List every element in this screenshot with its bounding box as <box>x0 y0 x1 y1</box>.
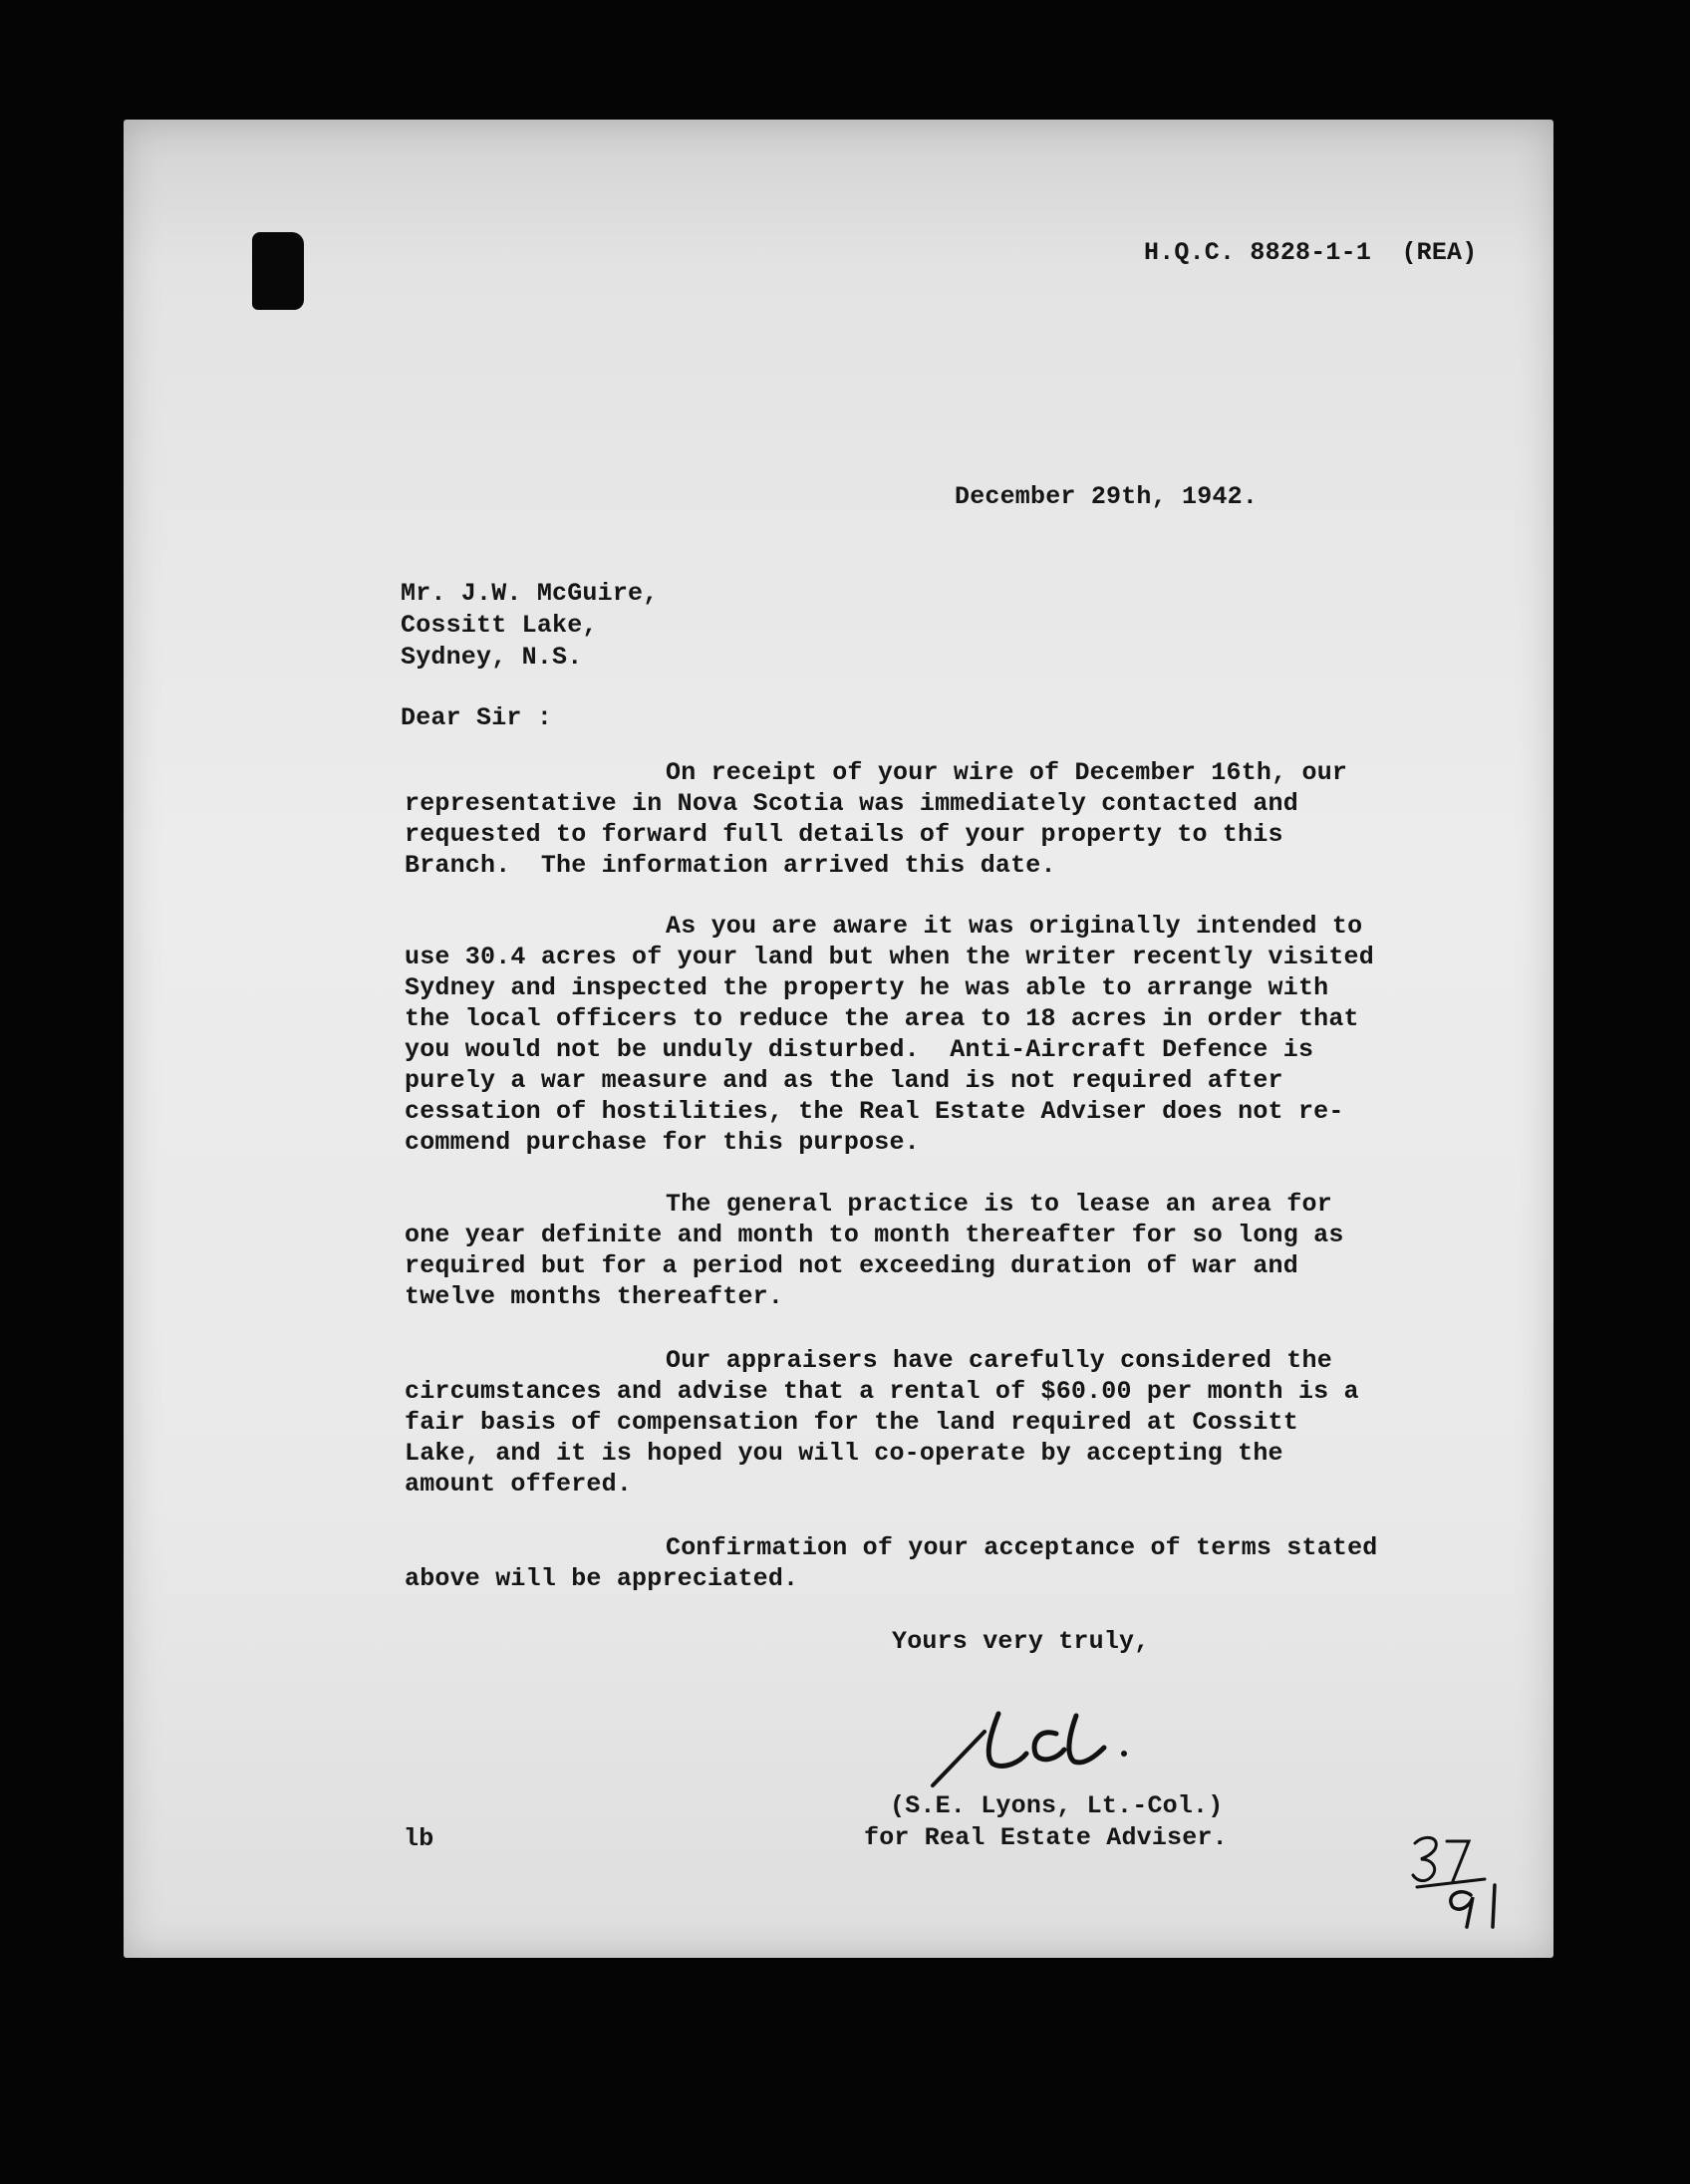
punch-hole-mark <box>252 232 304 310</box>
paragraph-line: representative in Nova Scotia was immediately contacted and <box>405 789 1298 818</box>
signatory-title: for Real Estate Adviser. <box>864 1823 1228 1852</box>
paragraph-4 <box>405 1345 1359 1500</box>
salutation: Dear Sir : <box>401 703 553 732</box>
paragraph-line: you would not be unduly disturbed. Anti-Aircraft Defence is <box>405 1035 1314 1064</box>
signatory-name: (S.E. Lyons, Lt.-Col.) <box>890 1791 1224 1820</box>
paragraph-line: Confirmation of your acceptance of terms stated <box>666 1533 1378 1562</box>
handwritten-archive-number <box>1407 1829 1517 1929</box>
paragraph-line: commend purchase for this purpose. <box>405 1128 920 1157</box>
paragraph-line: On receipt of your wire of December 16th, our <box>666 758 1348 787</box>
paragraph-line: above will be appreciated. <box>405 1564 799 1593</box>
paragraph-3 <box>405 1189 1344 1312</box>
paragraph-line: use 30.4 acres of your land but when the writer recently visited <box>405 943 1374 971</box>
paragraph-line: As you are aware it was originally intended to <box>666 912 1363 941</box>
paragraph-line: circumstances and advise that a rental of $60.00 per month is a <box>405 1377 1359 1406</box>
paragraph-line: Our appraisers have carefully considered the <box>666 1346 1332 1375</box>
paragraph-line: one year definite and month to month thereafter for so long as <box>405 1221 1344 1249</box>
paragraph-line: Branch. The information arrived this date. <box>405 851 1056 880</box>
paragraph-line: the local officers to reduce the area to 18 acres in order that <box>405 1004 1359 1033</box>
paragraph-line: purely a war measure and as the land is not required after <box>405 1066 1283 1095</box>
typist-initials: lb <box>404 1824 434 1853</box>
paragraph-line: Sydney and inspected the property he was able to arrange with <box>405 973 1329 1002</box>
letter-date: December 29th, 1942. <box>955 482 1259 511</box>
recipient-address-line-2: Sydney, N.S. <box>401 643 583 672</box>
paragraph-line: requested to forward full details of your property to this <box>405 820 1283 849</box>
paragraph-2 <box>405 911 1374 1158</box>
closing: Yours very truly, <box>892 1627 1150 1656</box>
recipient-name: Mr. J.W. McGuire, <box>401 579 659 608</box>
file-reference: H.Q.C. 8828-1-1 (REA) <box>1144 238 1478 267</box>
signature-initials-mark <box>927 1694 1166 1793</box>
paragraph-line: required but for a period not exceeding duration of war and <box>405 1251 1298 1280</box>
paragraph-line: twelve months thereafter. <box>405 1282 784 1311</box>
paragraph-1 <box>405 757 1347 881</box>
paragraph-line: Lake, and it is hoped you will co-operate by accepting the <box>405 1439 1283 1468</box>
paragraph-line: cessation of hostilities, the Real Estate Adviser does not re- <box>405 1097 1344 1126</box>
recipient-address-line-1: Cossitt Lake, <box>401 611 598 640</box>
paragraph-line: fair basis of compensation for the land required at Cossitt <box>405 1408 1298 1437</box>
paragraph-line: amount offered. <box>405 1470 633 1499</box>
paragraph-line: The general practice is to lease an area for <box>666 1190 1332 1219</box>
paragraph-5 <box>405 1532 1378 1594</box>
